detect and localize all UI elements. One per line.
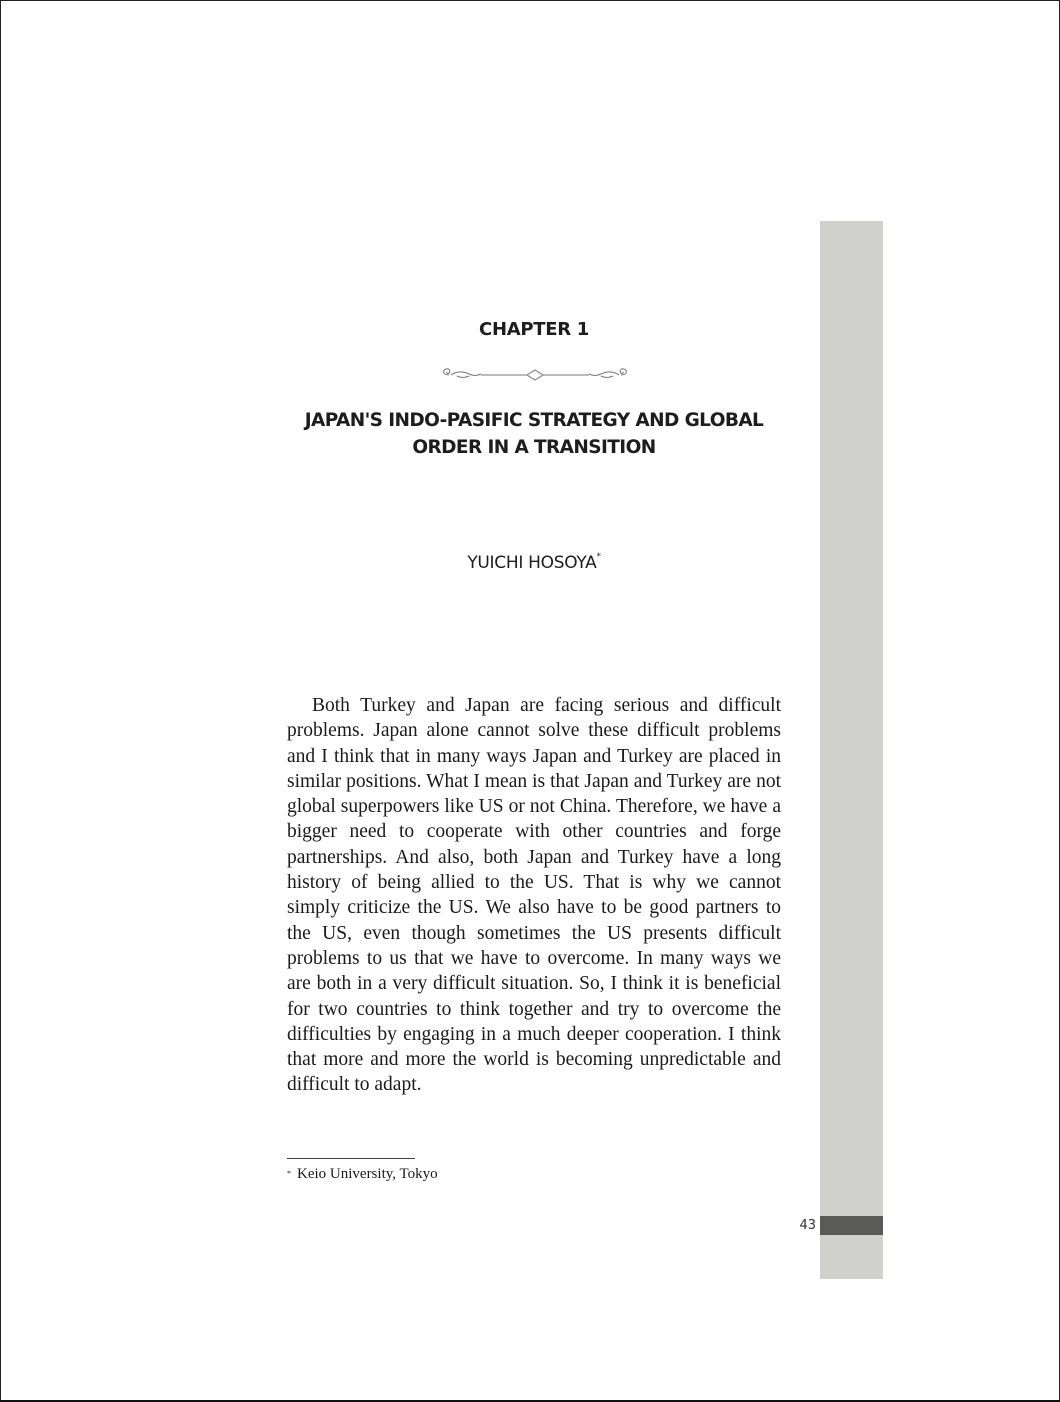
author-footnote-marker: * xyxy=(596,552,601,562)
chapter-label: CHAPTER 1 xyxy=(479,319,589,340)
chapter-title: JAPAN'S INDO-PASIFIC STRATEGY AND GLOBAL ORDER IN A TRANSITION xyxy=(304,410,764,458)
ornament-divider-icon xyxy=(439,365,631,385)
author-line xyxy=(287,553,781,573)
page-number-tab xyxy=(820,1216,883,1235)
side-margin-band xyxy=(820,221,883,1279)
footnote xyxy=(287,1164,781,1184)
footnote-marker: * xyxy=(287,1169,291,1178)
body-paragraph: Both Turkey and Japan are facing serious and difficult problems. Japan alone cannot solve these difficult problems and I think that in many ways Japan and Turkey are placed in similar positions. What I mean is that Japan and Turkey are not global superpowers like US or not China. Therefore, we have a bigger need to cooperate with other countries and forge partnerships. And also, both Japan and Turkey have a long history of being allied to the US. That is why we cannot simply criticize the US. We also have to be good partners to the US, even though sometimes the US presents difficult problems to us that we have to overcome. In many ways we are both in a very difficult situation. So, I think it is beneficial for two countries to think together and try to overcome the difficulties by engaging in a much deeper cooperation. I think that more and more the world is becoming unpredictable and difficult to adapt. xyxy=(287,695,781,1096)
footnote-text: Keio University, Tokyo xyxy=(297,1166,438,1182)
page-number: 43 xyxy=(799,1218,816,1233)
footnote-divider xyxy=(287,1158,415,1159)
author-name: YUICHI HOSOYA xyxy=(467,553,597,573)
